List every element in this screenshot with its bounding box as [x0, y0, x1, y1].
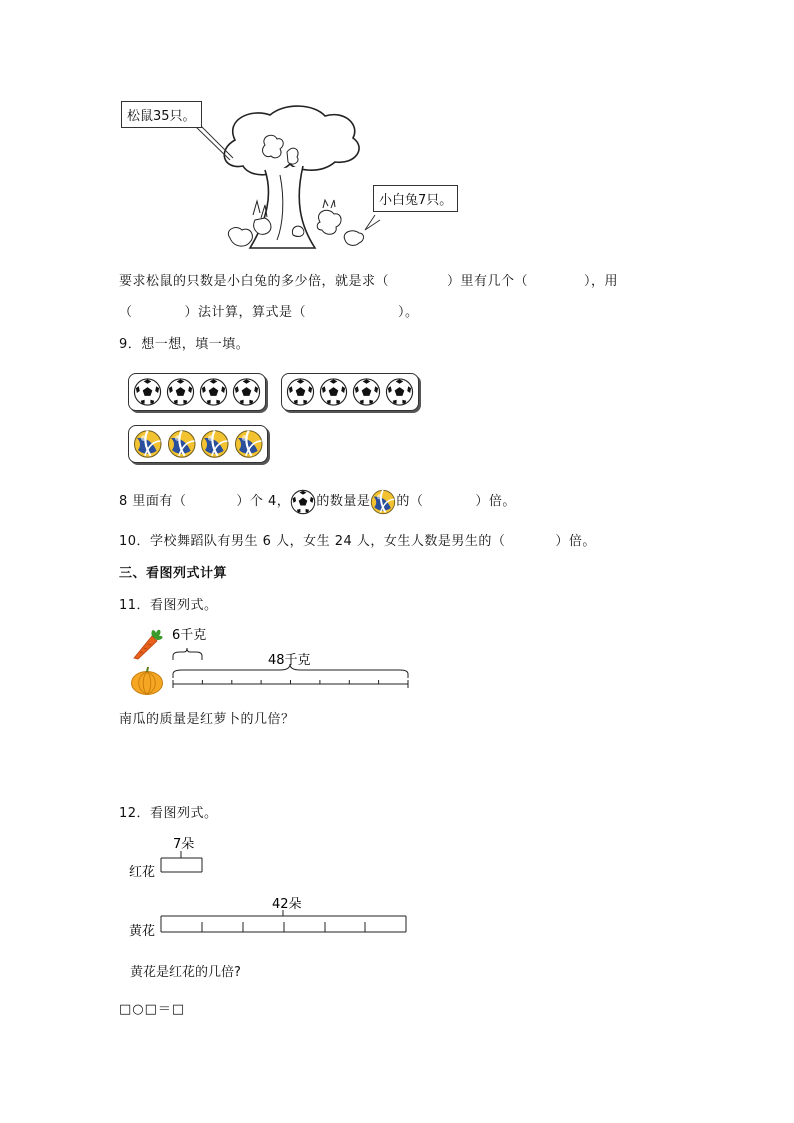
small-label: 6千克	[172, 628, 207, 643]
soccer-ball-icon	[199, 377, 228, 407]
volleyball-icon	[234, 429, 264, 459]
q9-title: 9．想一想，填一填。	[119, 337, 250, 352]
soccer-ball-icon	[133, 377, 162, 407]
q8-line2: （ ）法计算，算式是（ ）。	[119, 305, 419, 320]
soccer-ball-icon	[232, 377, 261, 407]
q12-question: 黄花是红花的几倍?	[130, 965, 241, 980]
squirrel-callout: 松鼠35只。	[121, 101, 202, 128]
big-label: 48千克	[268, 653, 311, 668]
volleyball-icon	[200, 429, 230, 459]
big-label: 42朵	[272, 897, 302, 912]
soccer-ball-icon	[286, 377, 315, 407]
rabbit-callout: 小白兔7只。	[373, 185, 458, 212]
volleyball-icon	[370, 489, 396, 515]
volleyball-icon	[167, 429, 197, 459]
section-title: 三、看图列式计算	[119, 566, 228, 581]
soccer-group-1	[128, 373, 266, 411]
tree-illustration	[195, 100, 385, 260]
soccer-ball-icon	[385, 377, 414, 407]
q9-line: 8 里面有（ ）个 4， 的数量是 的（ ）倍。	[119, 488, 516, 516]
row-label-yellow: 黄花	[129, 924, 156, 939]
q8-line1: 要求松鼠的只数是小白兔的多少倍，就是求（ ）里有几个（ ），用	[119, 274, 619, 289]
q12-title: 12．看图列式。	[119, 806, 218, 821]
q10-text: 10．学校舞蹈队有男生 6 人，女生 24 人，女生人数是男生的（ ）倍。	[119, 534, 596, 549]
pumpkin-icon	[130, 666, 164, 696]
soccer-group-2	[281, 373, 419, 411]
volleyball-icon	[133, 429, 163, 459]
tree-scene-svg	[195, 100, 385, 260]
volleyball-group	[128, 425, 268, 463]
soccer-ball-icon	[166, 377, 195, 407]
q11-diagram	[170, 624, 415, 696]
small-label: 7朵	[173, 837, 195, 852]
q11-question: 南瓜的质量是红萝卜的几倍？	[119, 712, 295, 727]
carrot-icon	[130, 628, 164, 662]
q12-formula: □○□＝□	[119, 1002, 186, 1017]
q11-title: 11．看图列式。	[119, 598, 218, 613]
q12-diagram	[125, 832, 415, 942]
soccer-ball-icon	[352, 377, 381, 407]
soccer-ball-icon	[290, 489, 316, 515]
soccer-ball-icon	[319, 377, 348, 407]
row-label-red: 红花	[129, 865, 156, 880]
